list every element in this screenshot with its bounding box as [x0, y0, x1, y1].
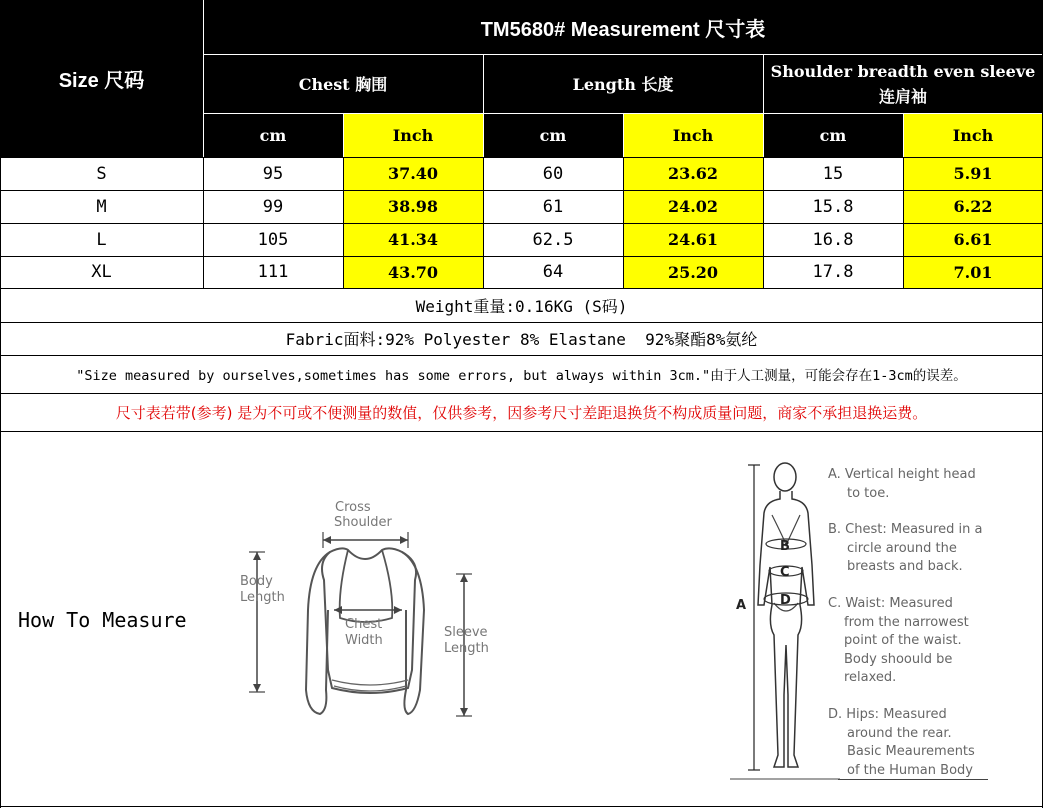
unit-header: cm	[539, 125, 567, 145]
legend-line: C. Waist: Measured	[828, 596, 953, 611]
table-cell-size: S	[96, 163, 107, 184]
legend-line: to toe.	[847, 485, 890, 501]
body-length-label-1: Body	[240, 574, 273, 589]
table-cell: 15.8	[812, 196, 854, 217]
legend-c	[828, 595, 969, 688]
legend-line: point of the waist.	[844, 633, 962, 648]
table-cell-size: L	[96, 229, 107, 250]
table-cell-size: M	[96, 196, 107, 217]
table-cell: 99	[262, 196, 284, 217]
table-cell: 41.34	[387, 230, 439, 249]
legend-line: relaxed.	[844, 670, 897, 685]
group-header-shoulder: Shoulder breadth even sleeve连肩袖	[770, 61, 1036, 106]
unit-header: Inch	[672, 125, 714, 145]
legend-line: of the Human Body	[847, 762, 973, 778]
table-title: TM5680# Measurement 尺寸表	[480, 18, 766, 41]
table-cell: 5.91	[953, 164, 993, 183]
table-cell: 62.5	[532, 229, 574, 250]
unit-header: cm	[819, 125, 847, 145]
table-cell: 6.61	[953, 230, 993, 249]
table-cell: 43.70	[387, 262, 439, 282]
disclaimer-note: "Size measured by ourselves,sometimes has some errors, but always within 3cm."由于人工测量，可能会存在1-3cm的误差。	[76, 368, 967, 384]
marker-b: B	[780, 539, 790, 554]
legend-line: B. Chest: Measured in a	[828, 522, 983, 537]
cross-shoulder-label-1: Cross	[335, 500, 371, 515]
table-cell: 16.8	[812, 229, 854, 250]
how-to-measure-heading: How To Measure	[18, 608, 187, 632]
cross-shoulder-label-2: Shoulder	[334, 515, 392, 530]
table-cell: 15	[822, 163, 844, 184]
marker-a: A	[736, 598, 747, 613]
chest-width-label-1: Chest	[345, 617, 383, 632]
table-cell: 61	[542, 196, 564, 217]
table-cell: 60	[542, 163, 564, 184]
table-cell: 38.98	[387, 197, 439, 216]
garment-measure-diagram	[230, 490, 510, 730]
body-measure-diagram	[730, 455, 840, 785]
table-cell: 95	[262, 163, 284, 184]
legend-b	[828, 521, 982, 577]
legend-line: Body shoould be	[844, 651, 953, 667]
legend-line: A. Vertical height head	[828, 467, 976, 482]
table-cell: 24.02	[667, 197, 719, 216]
marker-c: C	[780, 565, 790, 580]
table-cell: 24.61	[667, 230, 719, 249]
weight-note: Weight重量:0.16KG (S码)	[415, 296, 628, 316]
sleeve-length-label-2: Length	[444, 641, 489, 656]
table-cell: 23.62	[667, 164, 719, 183]
table-cell: 64	[542, 262, 564, 282]
sleeve-length-label-1: Sleeve	[444, 625, 488, 640]
table-cell: 105	[257, 229, 289, 250]
group-header-length: Length 长度	[572, 75, 674, 94]
legend-a	[828, 466, 976, 503]
unit-header: cm	[259, 125, 287, 145]
table-cell: 111	[257, 262, 289, 282]
legend-line: Basic Meaurements	[847, 744, 975, 759]
body-length-label-2: Length	[240, 590, 285, 605]
legend-line: breasts and back.	[847, 559, 963, 574]
legend-d	[828, 706, 975, 780]
legend-line: around the rear.	[847, 725, 952, 741]
table-cell: 17.8	[812, 262, 854, 282]
red-notice: 尺寸表若带(参考) 是为不可或不便测量的数值，仅供参考，因参考尺寸差距退换货不构成质量问题，商家不承担退换运费。	[115, 403, 928, 422]
legend-line: circle around the	[847, 540, 957, 556]
table-cell: 37.40	[387, 164, 439, 183]
marker-d: D	[780, 593, 791, 608]
table-cell: 6.22	[953, 197, 993, 216]
table-cell: 7.01	[953, 262, 993, 282]
chest-width-label-2: Width	[345, 633, 383, 648]
unit-header: Inch	[392, 125, 434, 145]
group-header-chest: Chest 胸围	[298, 75, 388, 94]
fabric-note: Fabric面料:92% Polyester 8% Elastane 92%聚酯8%氨纶	[285, 330, 758, 349]
table-cell: 25.20	[667, 262, 719, 282]
size-header: Size 尺码	[58, 70, 145, 92]
unit-header: Inch	[952, 125, 994, 145]
legend-line: from the narrowest	[844, 614, 969, 630]
table-cell-size: XL	[91, 262, 112, 282]
legend-line: D. Hips: Measured	[828, 707, 947, 722]
